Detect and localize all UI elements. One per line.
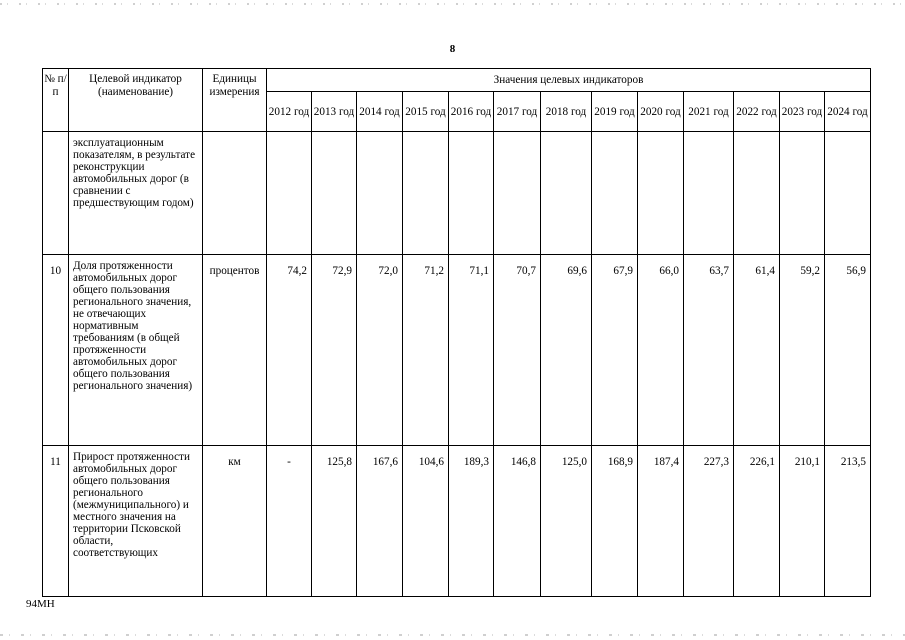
row-value xyxy=(592,132,638,255)
row-value: 189,3 xyxy=(449,446,494,597)
row-value: 59,2 xyxy=(780,255,825,446)
row-value: 187,4 xyxy=(638,446,684,597)
row-value xyxy=(734,132,780,255)
row-value: 227,3 xyxy=(684,446,734,597)
row-value: 71,2 xyxy=(403,255,449,446)
row-num: 10 xyxy=(43,255,69,446)
row-value xyxy=(780,132,825,255)
header-year: 2020 год xyxy=(638,92,684,132)
header-year: 2017 год xyxy=(494,92,541,132)
table-row xyxy=(43,132,871,255)
row-value: 167,6 xyxy=(357,446,403,597)
row-units: км xyxy=(203,446,267,597)
indicators-table xyxy=(42,68,871,597)
row-value: - xyxy=(267,446,312,597)
footer-code: 94МН xyxy=(26,598,55,610)
row-units xyxy=(203,132,267,255)
row-indicator-name: эксплуатационным показателям, в результате реконструкции автомобильных дорог (в сравнении с предшествующим годом) xyxy=(69,132,203,255)
header-year: 2013 год xyxy=(312,92,357,132)
row-value: 63,7 xyxy=(684,255,734,446)
row-value xyxy=(312,132,357,255)
row-value: 70,7 xyxy=(494,255,541,446)
row-num: 11 xyxy=(43,446,69,597)
row-value: 72,0 xyxy=(357,255,403,446)
row-value xyxy=(357,132,403,255)
header-values-title: Значения целевых индикаторов xyxy=(267,69,871,92)
header-year: 2015 год xyxy=(403,92,449,132)
row-value: 56,9 xyxy=(825,255,871,446)
table-row xyxy=(43,255,871,446)
row-value: 125,8 xyxy=(312,446,357,597)
header-year: 2019 год xyxy=(592,92,638,132)
row-value: 69,6 xyxy=(541,255,592,446)
table-row xyxy=(43,446,871,597)
scan-artifact-bottom xyxy=(0,634,905,636)
row-value xyxy=(684,132,734,255)
header-units: Единицы измерения xyxy=(203,69,267,132)
page-number: 8 xyxy=(449,43,456,55)
row-value: 146,8 xyxy=(494,446,541,597)
header-row-top xyxy=(43,69,871,92)
row-value: 125,0 xyxy=(541,446,592,597)
row-value xyxy=(825,132,871,255)
row-value: 72,9 xyxy=(312,255,357,446)
header-year: 2012 год xyxy=(267,92,312,132)
row-value: 74,2 xyxy=(267,255,312,446)
header-num: № п/п xyxy=(43,69,69,132)
header-year: 2016 год xyxy=(449,92,494,132)
row-indicator-name: Прирост протяженности автомобильных дорог общего пользования регионального (межмуниципального) и местного значения на территории Псковской области, соответствующих xyxy=(69,446,203,597)
header-year: 2022 год xyxy=(734,92,780,132)
row-value xyxy=(403,132,449,255)
row-value: 104,6 xyxy=(403,446,449,597)
row-value xyxy=(449,132,494,255)
header-year: 2014 год xyxy=(357,92,403,132)
row-value: 61,4 xyxy=(734,255,780,446)
row-units: процентов xyxy=(203,255,267,446)
header-name: Целевой индикатор (наименование) xyxy=(69,69,203,132)
row-value xyxy=(541,132,592,255)
row-value: 71,1 xyxy=(449,255,494,446)
scan-artifact-top xyxy=(0,3,905,5)
row-value xyxy=(267,132,312,255)
header-year: 2024 год xyxy=(825,92,871,132)
row-value: 67,9 xyxy=(592,255,638,446)
row-value: 213,5 xyxy=(825,446,871,597)
header-year: 2021 год xyxy=(684,92,734,132)
row-value: 66,0 xyxy=(638,255,684,446)
row-num xyxy=(43,132,69,255)
row-value xyxy=(638,132,684,255)
row-value xyxy=(494,132,541,255)
row-value: 168,9 xyxy=(592,446,638,597)
header-year: 2023 год xyxy=(780,92,825,132)
header-year: 2018 год xyxy=(541,92,592,132)
row-value: 210,1 xyxy=(780,446,825,597)
row-value: 226,1 xyxy=(734,446,780,597)
row-indicator-name: Доля протяженности автомобильных дорог общего пользования регионального значения, не отвечающих нормативным требованиям (в общей протяженности автомобильных дорог общего пользования регионального значения) xyxy=(69,255,203,446)
